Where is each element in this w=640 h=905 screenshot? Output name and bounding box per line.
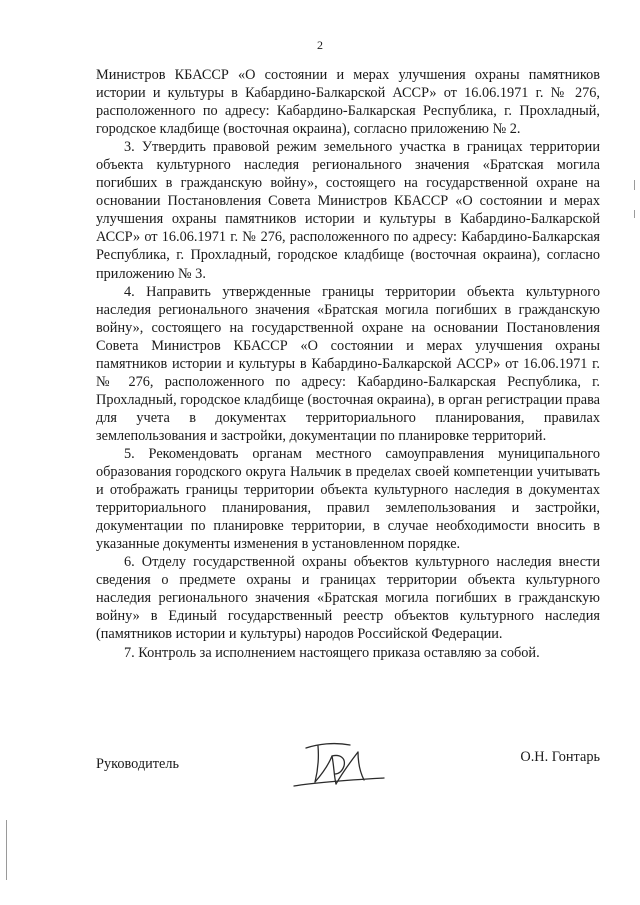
scan-edge-mark — [634, 180, 635, 190]
page-number: 2 — [317, 38, 323, 52]
signatory-title: Руководитель — [96, 756, 180, 772]
paragraph-continuation: Министров КБАССР «О состоянии и мерах улучшения охраны памятников истории и культуры в Кабардино-Балкарской АССР» от 16.06.1971 г. № 276, расположенного по адресу: Кабардино-Балкарская Республика, г. Прохладный, городское кладбище (восточная окраина), согласно приложению № 2. — [96, 67, 600, 138]
paragraph-item-5: 5. Рекомендовать органам местного самоуправления муниципального образования городского округа Нальчик в пределах своей компетенции учитывать и отображать границы территории объекта культурного наследия в документах территориального планирования, правил землепользования и застройки, документации по планировке территории, в случае необходимости вносить в указанные документы изменения в установленном порядке. — [96, 445, 600, 553]
signatory-name: О.Н. Гонтарь — [520, 749, 600, 765]
paragraph-item-4: 4. Направить утвержденные границы территории объекта культурного наследия регионального значения «Братская могила погибших в гражданскую войну», состоящего на государственной охране на основании Постановления Совета Министров КБАССР «О состоянии и мерах улучшения охраны памятников истории и культуры в Кабардино-Балкарской АССР» от 16.06.1971 г. № 276, расположенного по адресу: Кабардино-Балкарская Республика, г. Прохладный, городское кладбище (восточная окраина), в орган регистрации права для учета в документах территориального планирования, правилах землепользования и застройки, документации по планировке территорий. — [96, 283, 600, 444]
handwritten-signature — [288, 736, 388, 792]
paragraph-item-6: 6. Отделу государственной охраны объектов культурного наследия внести сведения о предмете охраны и границах территории объекта культурного наследия регионального значения «Братская могила погибших в гражданскую войну» в Единый государственный реестр объектов культурного наследия (памятников истории и культуры) народов Российской Федерации. — [96, 554, 600, 643]
paragraph-item-3: 3. Утвердить правовой режим земельного участка в границах территории объекта культурного наследия регионального значения «Братская могила погибших в гражданскую войну», состоящего на государственной охране на основании Постановления Совета Министров КБАССР «О состоянии и мерах улучшения охраны памятников истории и культуры в Кабардино-Балкарской АССР» от 16.06.1971 г. № 276, расположенного по адресу: Кабардино-Балкарская Республика, г. Прохладный, городское кладбище (восточная окраина), согласно приложению № 3. — [96, 139, 600, 282]
document-body — [96, 66, 600, 662]
paragraph-item-7: 7. Контроль за исполнением настоящего приказа оставляю за собой. — [124, 644, 540, 661]
scan-edge-mark — [6, 820, 7, 880]
signature-block — [96, 736, 600, 796]
scan-edge-mark — [634, 210, 635, 218]
